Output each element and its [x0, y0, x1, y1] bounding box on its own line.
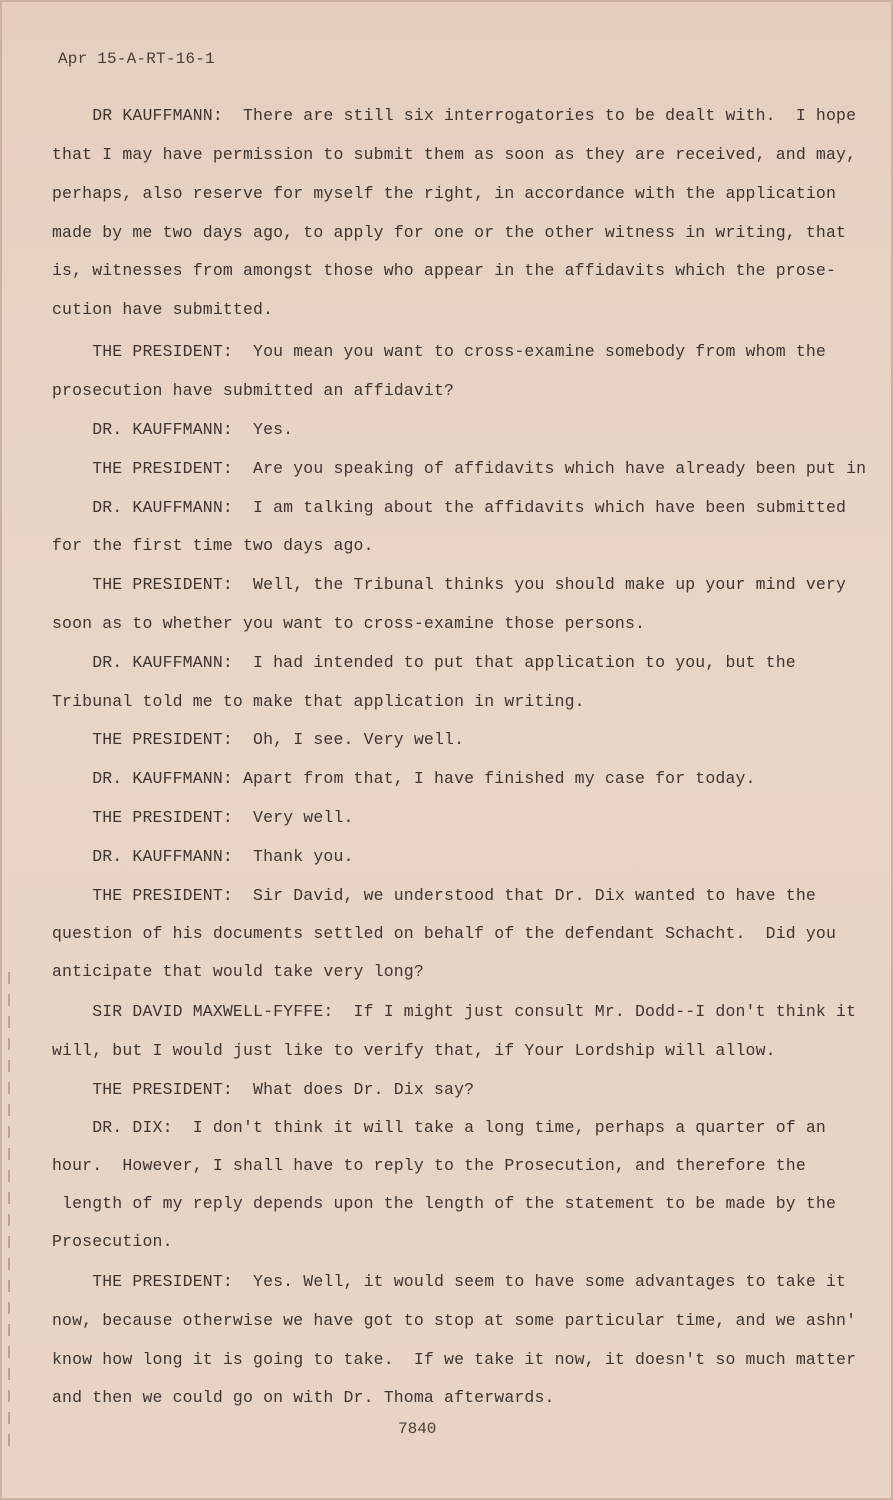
transcript-line: made by me two days ago, to apply for one or the other witness in writing, that [52, 223, 847, 242]
page-fold-mark [8, 972, 10, 1452]
transcript-line: THE PRESIDENT: Yes. Well, it would seem to have some advantages to take it [52, 1272, 847, 1291]
transcript-line: DR. KAUFFMANN: I had intended to put that application to you, but the [52, 653, 796, 672]
page-number: 7840 [398, 1420, 437, 1438]
transcript-line: THE PRESIDENT: What does Dr. Dix say? [52, 1080, 475, 1099]
transcript-line: anticipate that would take very long? [52, 962, 424, 981]
transcript-line: THE PRESIDENT: Very well. [52, 808, 354, 827]
transcript-line: soon as to whether you want to cross-examine those persons. [52, 614, 646, 633]
transcript-line: question of his documents settled on behalf of the defendant Schacht. Did you [52, 924, 837, 943]
transcript-line: and then we could go on with Dr. Thoma afterwards. [52, 1388, 555, 1407]
transcript-line: is, witnesses from amongst those who appear in the affidavits which the prose- [52, 261, 837, 280]
document-reference-code: Apr 15-A-RT-16-1 [58, 50, 215, 68]
transcript-line: THE PRESIDENT: Sir David, we understood that Dr. Dix wanted to have the [52, 886, 816, 905]
transcript-line: now, because otherwise we have got to stop at some particular time, and we ashn' [52, 1311, 857, 1330]
transcript-line: Tribunal told me to make that application in writing. [52, 692, 585, 711]
transcript-line: will, but I would just like to verify that, if Your Lordship will allow. [52, 1041, 776, 1060]
transcript-line: that I may have permission to submit them as soon as they are received, and may, [52, 145, 857, 164]
transcript-line: SIR DAVID MAXWELL-FYFFE: If I might just consult Mr. Dodd--I don't think it [52, 1002, 857, 1021]
transcript-line: DR. KAUFFMANN: Yes. [52, 420, 294, 439]
transcript-line: THE PRESIDENT: Oh, I see. Very well. [52, 730, 465, 749]
transcript-line: cution have submitted. [52, 300, 274, 319]
transcript-line: THE PRESIDENT: Well, the Tribunal thinks you should make up your mind very [52, 575, 847, 594]
transcript-line: DR. KAUFFMANN: Thank you. [52, 847, 354, 866]
transcript-line: perhaps, also reserve for myself the right, in accordance with the application [52, 184, 837, 203]
transcript-line: DR. KAUFFMANN: Apart from that, I have finished my case for today. [52, 769, 756, 788]
transcript-line: THE PRESIDENT: You mean you want to cross-examine somebody from whom the [52, 342, 826, 361]
transcript-line: know how long it is going to take. If we take it now, it doesn't so much matter [52, 1350, 857, 1369]
transcript-line: hour. However, I shall have to reply to the Prosecution, and therefore the [52, 1156, 806, 1175]
transcript-line: THE PRESIDENT: Are you speaking of affidavits which have already been put in [52, 459, 867, 478]
transcript-line: prosecution have submitted an affidavit? [52, 381, 455, 400]
transcript-line: length of my reply depends upon the length of the statement to be made by the [52, 1194, 837, 1213]
transcript-line: DR KAUFFMANN: There are still six interrogatories to be dealt with. I hope [52, 106, 857, 125]
transcript-line: DR. KAUFFMANN: I am talking about the affidavits which have been submitted [52, 498, 847, 517]
transcript-line: DR. DIX: I don't think it will take a long time, perhaps a quarter of an [52, 1118, 826, 1137]
transcript-line: Prosecution. [52, 1232, 173, 1251]
transcript-line: for the first time two days ago. [52, 536, 374, 555]
